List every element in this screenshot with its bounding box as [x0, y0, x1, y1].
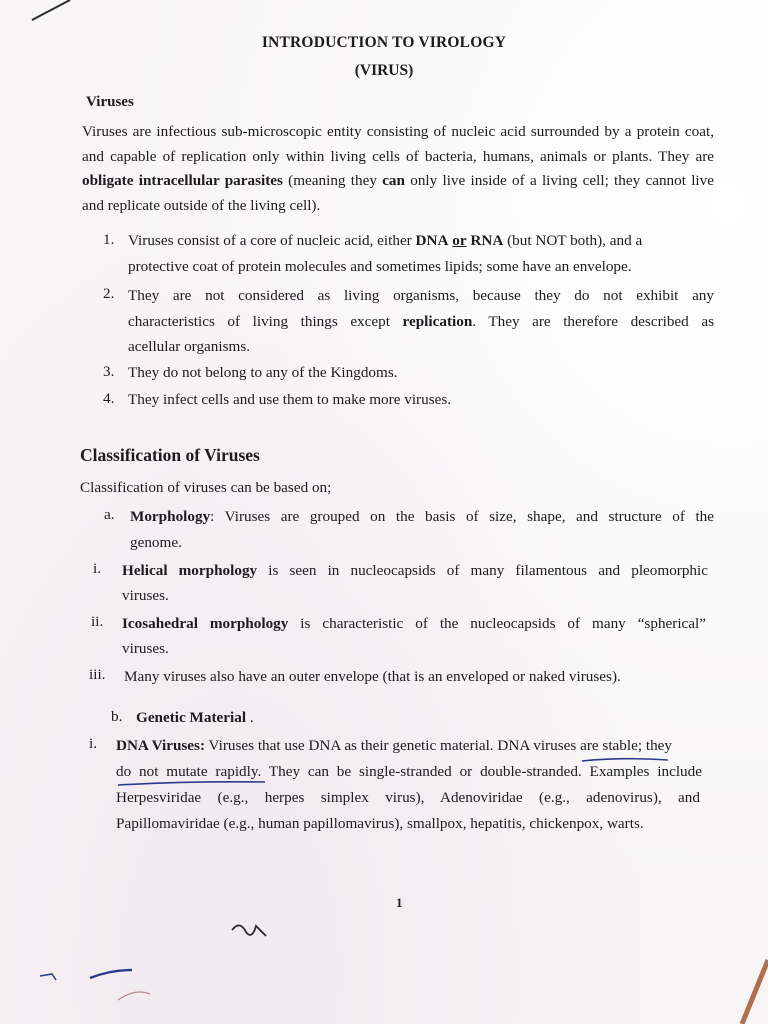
- document-title: INTRODUCTION TO VIROLOGY: [261, 34, 507, 51]
- pen-mark-faint: [118, 992, 150, 1000]
- text: Viruses that use DNA as their genetic material. DNA viruses: [205, 737, 581, 754]
- underlined-do-not-mutate: do not mutate rapidly: [116, 763, 258, 780]
- intro-text-3: only live inside of a living cell; they cannot live and replicate outside of the living cell).: [82, 172, 714, 214]
- icosahedral-line-2: viruses.: [122, 640, 169, 657]
- section-heading-viruses: Viruses: [86, 94, 134, 110]
- document-subtitle: (VIRUS): [354, 62, 414, 79]
- list-item-4: They infect cells and use them to make more viruses.: [128, 391, 452, 408]
- list-number: 1.: [103, 231, 115, 248]
- pen-mark-small: [40, 974, 56, 980]
- list-number: 3.: [103, 363, 115, 380]
- page-edge-shadow: [742, 960, 768, 1024]
- bold-dna-viruses: DNA Viruses:: [116, 737, 206, 754]
- intro-text-1: Viruses are infectious sub-microscopic entity consisting of nucleic acid surrounded by a protein coat, and capable of replication only within living cells of bacteria, humans, animals or plants. They are: [82, 123, 714, 165]
- list-number: 2.: [103, 285, 115, 302]
- underlined-are-stable: are stable: [580, 737, 638, 754]
- intro-bold-obligate: obligate intracellular parasites: [82, 172, 283, 189]
- bold-genetic-material: Genetic Material: [136, 709, 247, 726]
- text: . They can be single-stranded or double-stranded. Examples include: [257, 763, 702, 780]
- list-number: 4.: [103, 390, 115, 407]
- text: characteristics of living things except: [128, 313, 403, 330]
- bold-or: or: [452, 232, 467, 249]
- underline-are-stable: [582, 759, 668, 761]
- bold-rna: RNA: [470, 232, 504, 249]
- underline-do-not-mutate: [118, 782, 265, 785]
- list-roman: iii.: [89, 666, 106, 683]
- list-roman: ii.: [91, 613, 104, 630]
- bold-dna: DNA: [415, 232, 449, 249]
- envelope-line: Many viruses also have an outer envelope (that is an enveloped or naked viruses).: [124, 668, 621, 685]
- text: is characteristic of the nucleocapsids of many “spherical”: [288, 615, 706, 632]
- pen-stroke-corner: [32, 0, 70, 20]
- text: : Viruses are grouped on the basis of size, shape, and structure of the: [210, 508, 714, 525]
- text: .: [246, 709, 254, 726]
- bold-replication: replication: [402, 313, 473, 330]
- list-roman: i.: [93, 560, 102, 577]
- text: ; they: [637, 737, 673, 754]
- intro-bold-can: can: [382, 172, 405, 189]
- helical-line-2: viruses.: [122, 587, 169, 604]
- list-item-3: They do not belong to any of the Kingdoms.: [128, 364, 398, 381]
- dna-line-3: Herpesviridae (e.g., herpes simplex virus), Adenoviridae (e.g., adenovirus), and: [116, 789, 700, 806]
- text: Viruses consist of a core of nucleic acid, either: [128, 232, 416, 249]
- bold-morphology: Morphology: [130, 508, 211, 525]
- classification-intro: Classification of viruses can be based on;: [80, 479, 332, 496]
- list-letter: b.: [111, 708, 123, 725]
- list-item-2-line-1: They are not considered as living organisms, because they do not exhibit any: [128, 287, 714, 304]
- pen-mark-blue: [90, 970, 132, 978]
- text: (but NOT both), and a: [503, 232, 643, 249]
- pen-squiggle: [232, 925, 266, 936]
- morphology-line-2: genome.: [130, 534, 182, 551]
- list-item-1-line-2: protective coat of protein molecules and sometimes lipids; some have an envelope.: [128, 258, 632, 275]
- list-item-2-line-3: acellular organisms.: [128, 338, 251, 355]
- bold-icosahedral: Icosahedral morphology: [122, 615, 289, 632]
- section-heading-classification: Classification of Viruses: [80, 445, 260, 465]
- list-letter: a.: [104, 506, 115, 523]
- dna-line-4: Papillomaviridae (e.g., human papillomavirus), smallpox, hepatitis, chickenpox, warts.: [116, 815, 644, 832]
- intro-text-2: (meaning they: [282, 172, 383, 189]
- list-roman: i.: [89, 735, 98, 752]
- page-number: 1: [396, 895, 403, 910]
- text: is seen in nucleocapsids of many filamentous and pleomorphic: [257, 562, 708, 579]
- text: . They are therefore described as: [472, 313, 714, 330]
- bold-helical: Helical morphology: [122, 562, 258, 579]
